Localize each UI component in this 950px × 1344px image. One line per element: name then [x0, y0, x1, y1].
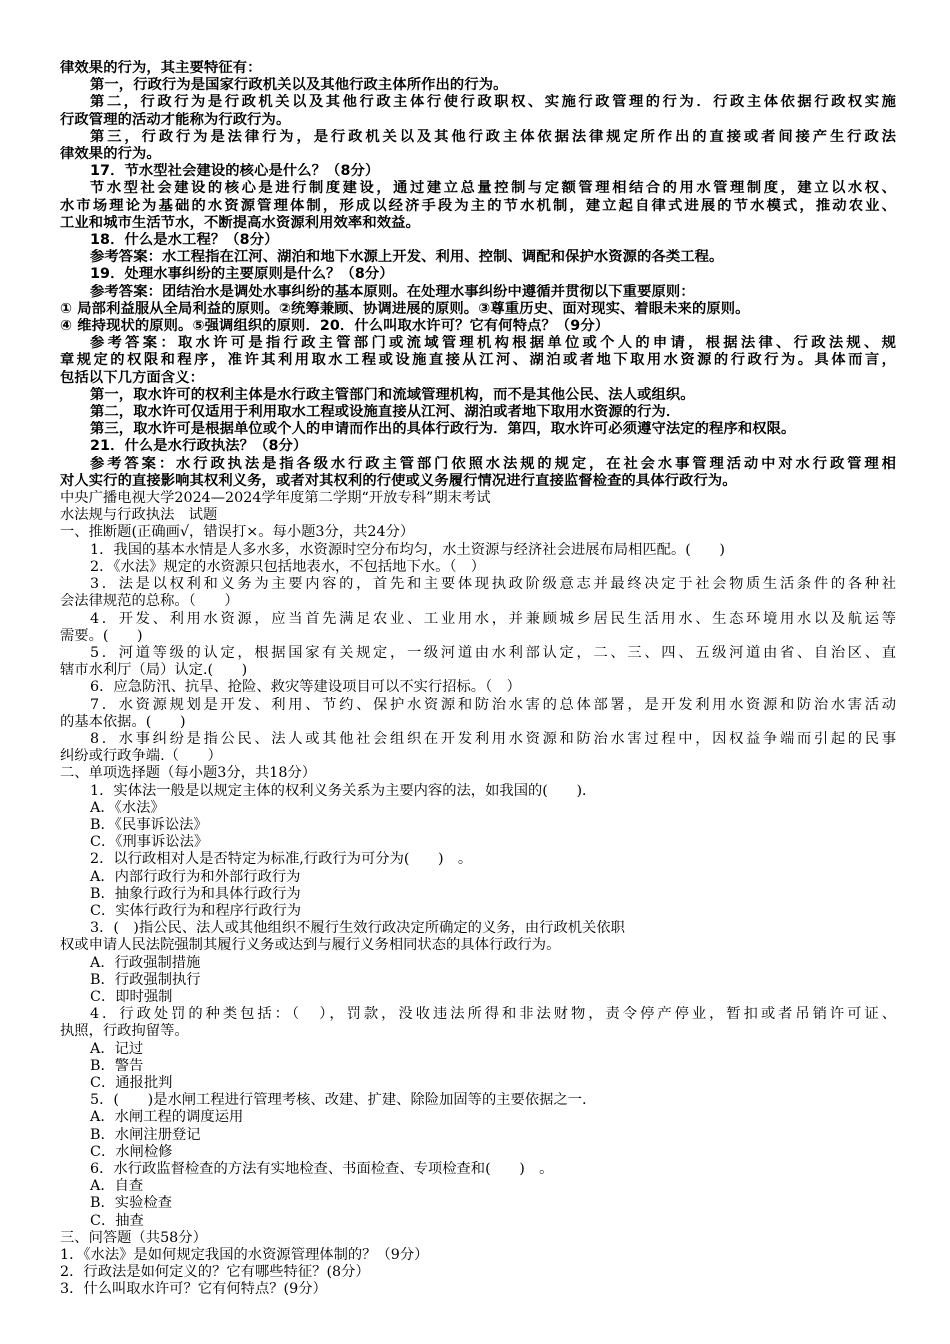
- option-item: B．警告: [90, 1057, 144, 1074]
- question-item: 1．实体法一般是以规定主体的权利义务关系为主要内容的法，如我国的( )．: [90, 782, 597, 799]
- question-item: 2．行政法是如何定义的？它有哪些特征？(8分）: [60, 1264, 370, 1281]
- text-line: 需要。( ): [60, 627, 143, 644]
- text-line: 纠纷或行政争端.（ ）: [60, 748, 222, 765]
- option-item: B．水闸注册登记: [90, 1126, 201, 1143]
- question-heading: 18．什么是水工程？（8分）: [90, 232, 279, 249]
- text-line: 参考答案：水工程指在江河、湖泊和地下水源上开发、利用、控制、调配和保护水资源的各类工程。: [90, 249, 724, 266]
- option-item: B．行政强制执行: [90, 971, 201, 988]
- option-item: C．水闸检修: [90, 1143, 173, 1160]
- option-item: B．《民事诉讼法》: [90, 816, 208, 833]
- option-item: A．行政强制措施: [90, 954, 201, 971]
- option-item: C．通报批判: [90, 1074, 173, 1091]
- option-item: A．水闸工程的调度运用: [90, 1109, 244, 1126]
- section-heading: 三、问答题（共58分）: [60, 1229, 207, 1246]
- text-line: 第一，取水许可的权利主体是水行政主管部门和流域管理机构，而不是其他公民、法人或组织。: [90, 386, 695, 403]
- option-item: B．实验检查: [90, 1195, 172, 1212]
- option-item: A．自查: [90, 1178, 144, 1195]
- text-line: 第三，行政行为是法律行为，是行政机关以及其他行政主体依据法律规定所作出的直接或者间接产生行政法: [90, 128, 896, 145]
- question-item: 5．河道等级的认定，根据国家有关规定，一级河道由水利部认定，二、三、四、五级河道由省、自治区、直: [90, 644, 896, 661]
- text-line: 辖市水利厅（局）认定.( ): [60, 662, 248, 679]
- option-item: A．内部行政行为和外部行政行为: [90, 868, 301, 885]
- text-line: 参考答案：取水许可是指行政主管部门或流域管理机构根据单位或个人的申请，根据法律、行政法规、规: [90, 335, 896, 352]
- exam-title: 中央广播电视大学2024—2024学年度第二学期“开放专科”期末考试: [60, 490, 491, 507]
- exam-subtitle: 水法规与行政执法 试题: [60, 507, 218, 524]
- question-item: 4．开发、利用水资源，应当首先满足农业、工业用水，并兼顾城乡居民生活用水、生态环境用水以及航运等: [90, 610, 896, 627]
- text-line: 对人实行的直接影响其权利义务，或者对其权利的行使或义务履行情况进行直接监督检查的具体行政行为。: [60, 472, 737, 489]
- question-item: 3．什么叫取水许可？它有何特点？(9分）: [60, 1281, 327, 1298]
- option-item: A．《水法》: [90, 799, 165, 816]
- question-heading: 19．处理水事纠纷的主要原则是什么？（8分）: [90, 266, 394, 283]
- question-item: 6．应急防汛、抗旱、抢险、救灾等建设项目可以不实行招标。（ ）: [90, 679, 521, 696]
- document-page: [60, 60, 896, 1299]
- option-item: A．记过: [90, 1040, 144, 1057]
- text-line: 律效果的行为，其主要特征有：: [60, 60, 262, 76]
- text-line: 的基本依据。( ): [60, 713, 186, 730]
- text-line: 会法律规范的总称。（ ）: [60, 593, 239, 610]
- text-line: 第二，取水许可仅适用于利用取水工程或设施直接从江河、湖泊或者地下取用水资源的行为．: [90, 404, 681, 421]
- section-heading: 二、单项选择题（每小题3分，共18分）: [60, 765, 317, 782]
- question-item: 3．法是以权利和义务为主要内容的，首先和主要体现执政阶级意志并最终决定于社会物质生活条件的各种社: [90, 576, 896, 593]
- question-item: 1．我国的基本水情是人多水多，水资源时空分布均匀，水土资源与经济社会进展布局相匹配。( ): [90, 541, 726, 558]
- question-item: 8．水事纠纷是指公民、法人或其他社会组织在开发利用水资源和防治水害过程中，因权益争端而引起的民事: [90, 730, 896, 747]
- section-heading: 一、推断题(正确画√，错误打×。每小题3分，共24分）: [60, 524, 415, 541]
- question-item: 1．《水法》是如何规定我国的水资源管理体制的？（9分）: [60, 1247, 429, 1264]
- question-item: 2．《水法》规定的水资源只包括地表水，不包括地下水。（ ）: [90, 558, 486, 575]
- text-line: 工业和城市生活节水，不断提高水资源利用效率和效益。: [60, 214, 420, 231]
- text-line: 节水型社会建设的核心是进行制度建设，通过建立总量控制与定额管理相结合的用水管理制度，建立以水权、: [90, 180, 896, 197]
- text-line: 水市场理论为基础的水资源管理体制，形成以经济手段为主的节水机制，建立起自律式进展的节水模式，推动农业、: [60, 197, 896, 214]
- option-item: B．抽象行政行为和具体行政行为: [90, 885, 301, 902]
- text-line: 律效果的行为。: [60, 146, 161, 163]
- option-item: C．实体行政行为和程序行政行为: [90, 902, 302, 919]
- text-line: 第一，行政行为是国家行政机关以及其他行政主体所作出的行为。: [90, 77, 508, 94]
- text-line: 参考答案：团结治水是调处水事纠纷的基本原则。在处理水事纠纷中遵循并贯彻以下重要原则：: [90, 283, 695, 300]
- text-line: 第二，行政行为是行政机关以及其他行政主体行使行政职权、实施行政管理的行为．行政主体依据行政权实施: [90, 94, 896, 111]
- text-line: 行政管理的活动才能称为行政行为。: [60, 111, 291, 128]
- option-item: C．《刑事诉讼法》: [90, 834, 209, 851]
- option-item: C．抽查: [90, 1212, 144, 1229]
- text-line: 包括以下几方面含义：: [60, 369, 204, 386]
- option-item: C．即时强制: [90, 988, 173, 1005]
- text-line: 参考答案：水行政执法是指各级水行政主管部门依照水法规的规定，在社会水事管理活动中对水行政管理相: [90, 455, 896, 472]
- question-heading: 21．什么是水行政执法？（8分）: [90, 438, 308, 455]
- text-line: ① 局部利益服从全局利益的原则。②统筹兼顾、协调进展的原则。③尊重历史、面对现实、着眼未来的原则。: [60, 300, 750, 317]
- question-item: 3．( )指公民、法人或其他组织不履行生效行政决定所确定的义务，由行政机关依职: [90, 920, 625, 937]
- text-line: ④ 维持现状的原则。⑤强调组织的原则．20．什么叫取水许可？它有何特点？（9分）: [60, 318, 610, 335]
- question-item: 2．以行政相对人是否特定为标准,行政行为可分为( ) 。: [90, 851, 473, 868]
- text-line: 执照，行政拘留等。: [60, 1023, 189, 1040]
- question-item: 6．水行政监督检查的方法有实地检查、书面检查、专项检查和( ) 。: [90, 1161, 554, 1177]
- text-line: 第三，取水许可是根据单位或个人的申请而作出的具体行政行为．第四，取水许可必须遵守法定的程序和权限。: [90, 421, 796, 438]
- text-line: 权或申请人民法院强制其履行义务或达到与履行义务相同状态的具体行政行为。: [60, 937, 561, 954]
- question-item: 5．( )是水闸工程进行管理考核、改建、扩建、除险加固等的主要依据之一.: [90, 1092, 587, 1109]
- text-line: 章规定的权限和程序，准许其利用取水工程或设施直接从江河、湖泊或者地下取用水资源的行政行为。具体而言，: [60, 352, 896, 369]
- question-item: 7．水资源规划是开发、利用、节约、保护水资源和防治水害的总体部署，是开发利用水资源和防治水害活动: [90, 696, 896, 713]
- question-item: 4．行政处罚的种类包括：（ ），罚款，没收违法所得和非法财物，责令停产停业，暂扣或者吊销许可证、: [90, 1006, 896, 1023]
- question-heading: 17．节水型社会建设的核心是什么？（8分）: [90, 163, 380, 180]
